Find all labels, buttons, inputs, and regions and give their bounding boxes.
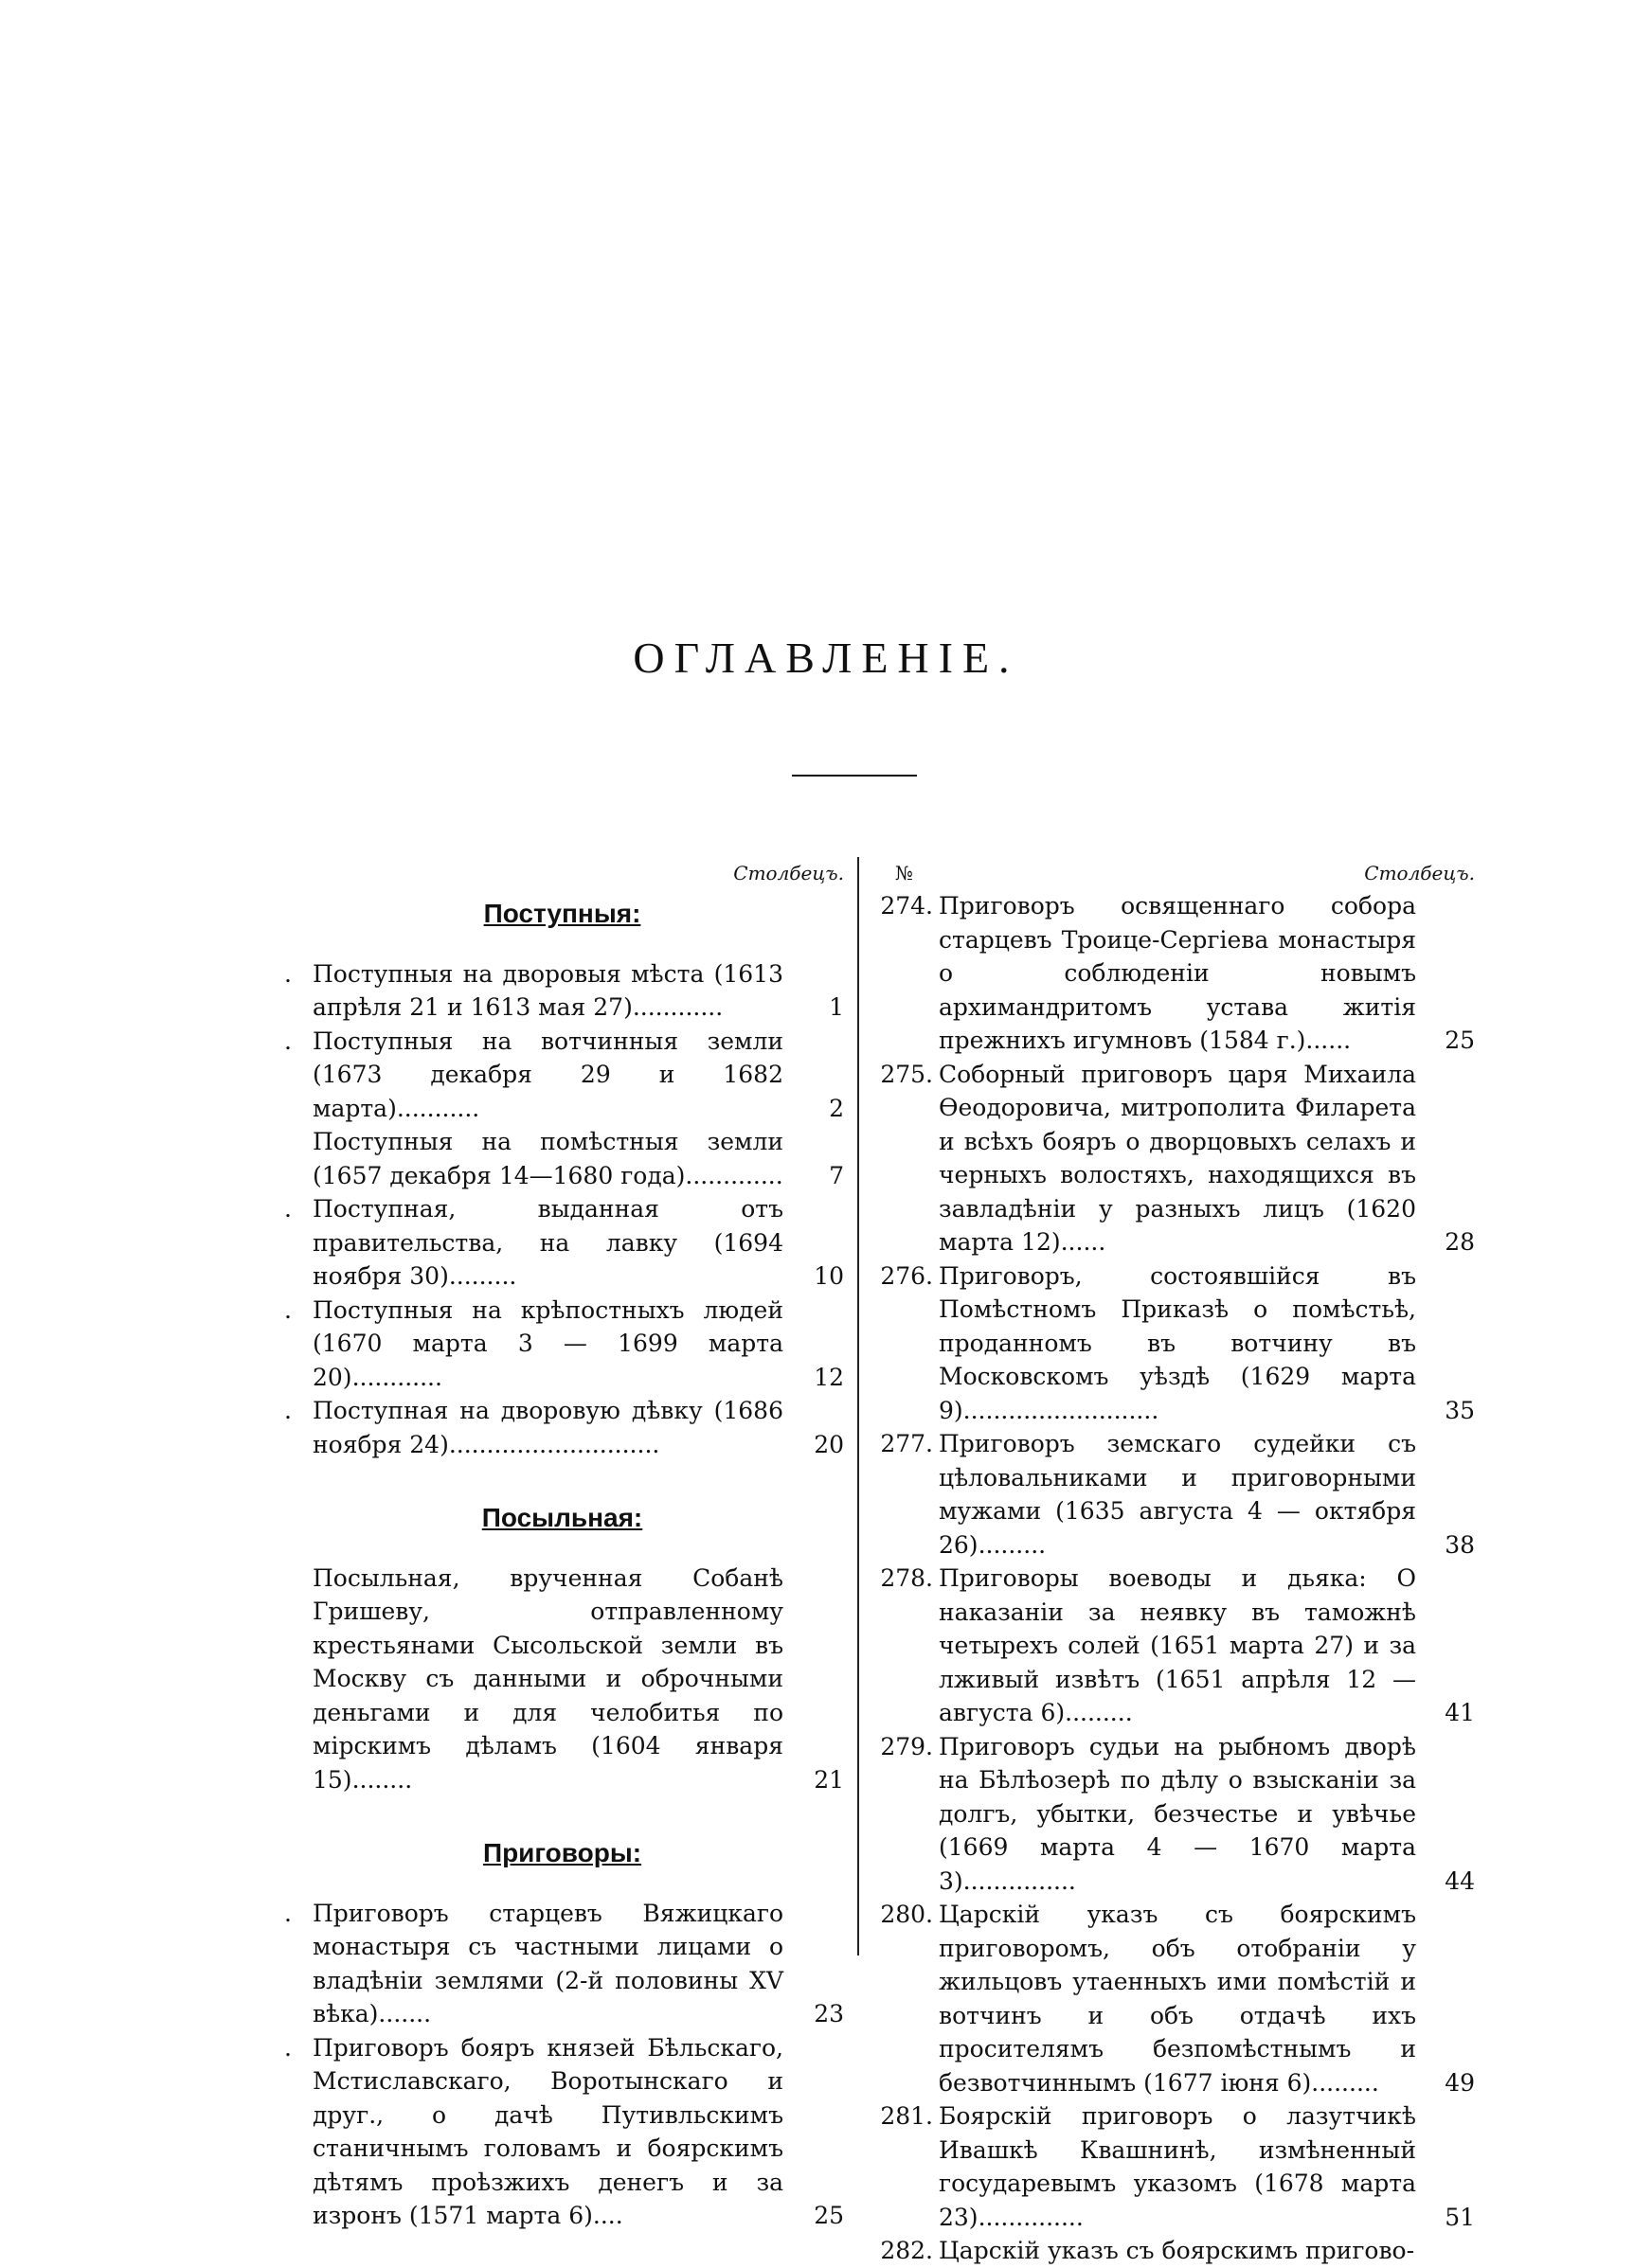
entry-text: Поступныя на вотчинныя земли (1673 декабря 29 и 1682 марта)...........	[313, 1027, 783, 1122]
entry-number: 278.	[880, 1564, 933, 1592]
section-heading-posylnaya: Посыльная:	[481, 1503, 643, 1532]
entry-mark: .	[284, 1027, 292, 1055]
entry-text: Приговоръ, состоявшійся въ Помѣстномъ Приказѣ о помѣстьѣ, проданномъ въ вотчину въ Московскомъ уѣздѣ (1629 марта 9)..........................	[939, 1261, 1416, 1424]
page-title: ОГЛАВЛЕНІЕ.	[633, 634, 1019, 682]
column-header-label: Столбецъ.	[1364, 862, 1475, 884]
entry-page: 21	[814, 1765, 844, 1794]
toc-entry	[876, 2234, 1475, 2268]
entry-page: 28	[1445, 1228, 1475, 1256]
toc-entry	[280, 2031, 844, 2233]
entry-page: 2	[829, 1094, 844, 1122]
entry-text: Поступная на дворовую дѣвку (1686 ноября 24)............................	[313, 1397, 783, 1458]
entry-mark: .	[284, 1397, 292, 1424]
toc-entry	[280, 1025, 844, 1126]
entry-text: Поступная, выданная отъ правительства, на лавку (1694 ноября 30).........	[313, 1195, 783, 1290]
number-header: №	[895, 862, 913, 884]
toc-entry	[280, 1294, 844, 1395]
entry-number: 277.	[880, 1430, 933, 1457]
entry-page: 49	[1445, 2068, 1475, 2097]
entry-text: Соборный приговоръ царя Михаила Ѳеодоровича, митрополита Филарета и всѣхъ бояръ о дворцовыхъ селахъ и черныхъ волостяхъ, находящихся въ завладѣніи у разныхъ лицъ (1620 марта 12)......	[939, 1060, 1416, 1256]
entry-number: 279.	[880, 1732, 933, 1760]
entry-mark: .	[284, 1899, 292, 1927]
entry-page: 1	[829, 993, 844, 1021]
toc-entry	[876, 1562, 1475, 1730]
entry-mark: .	[284, 2033, 292, 2062]
entry-page: 7	[829, 1161, 844, 1189]
entry-page: 44	[1445, 1866, 1475, 1895]
entry-text: Приговоръ судьи на рыбномъ дворѣ на Бѣлѣозерѣ по дѣлу о взысканіи за долгъ, убытки, безчестье и увѣчье (1669 марта 4 — 1670 марта 3)...............	[939, 1732, 1416, 1895]
entry-page: 41	[1445, 1699, 1475, 1726]
entry-number: 282.	[880, 2237, 933, 2264]
toc-entry	[876, 2099, 1475, 2234]
toc-entry	[280, 1394, 844, 1461]
entry-text: Поступныя на помѣстныя земли (1657 декабря 14—1680 года).............	[313, 1128, 783, 1189]
toc-entry	[280, 957, 844, 1025]
toc-entry	[876, 1259, 1475, 1428]
entry-number: 281.	[880, 2102, 933, 2130]
entry-text: Приговоръ освященнаго собора старцевъ Троице-Сергіева монастыря о соблюденіи новымъ архимандритомъ устава житія прежнихъ игумновъ (1584 г.)......	[939, 892, 1416, 1054]
entry-text: Поступныя на дворовыя мѣста (1613 апрѣля 21 и 1613 мая 27)............	[313, 959, 783, 1021]
toc-entry	[280, 1125, 844, 1192]
entry-page: 10	[814, 1262, 844, 1290]
toc-entry	[280, 1897, 844, 2031]
entry-text: Приговоръ старцевъ Вяжицкаго монастыря съ частными лицами о владѣніи землями (2-й половины XV вѣка).......	[313, 1899, 783, 2027]
right-column-header	[876, 857, 1475, 889]
entry-text: Царскій указъ съ боярскимъ пригово-	[939, 2237, 1415, 2264]
toc-entry	[876, 1898, 1475, 2099]
toc-entry	[876, 1730, 1475, 1899]
entry-mark: .	[284, 959, 292, 988]
entry-page: 25	[1445, 1027, 1475, 1054]
entry-number: 280.	[880, 1901, 933, 1928]
right-column	[876, 857, 1475, 2268]
entry-page: 12	[814, 1363, 844, 1391]
entry-page: 38	[1445, 1530, 1475, 1559]
entry-page: 35	[1445, 1396, 1475, 1424]
entry-text: Поступныя на крѣпостныхъ людей (1670 марта 3 — 1699 марта 20)............	[313, 1295, 783, 1391]
entry-text: Царскій указъ съ боярскимъ приговоромъ, объ отобраніи у жильцовъ утаенныхъ ими помѣстій и вотчинъ и объ отдачѣ ихъ просителямъ безпомѣстнымъ и безвотчиннымъ (1677 іюня 6).........	[939, 1901, 1416, 2097]
entry-page: 25	[814, 2202, 844, 2229]
entry-text: Боярскій приговоръ о лазутчикѣ Ивашкѣ Квашнинѣ, измѣненный государевымъ указомъ (1678 марта 23)..............	[939, 2102, 1416, 2231]
toc-entry	[280, 1192, 844, 1294]
entry-page: 23	[814, 2000, 844, 2027]
entry-text: Приговоры воеводы и дьяка: О наказаніи за неявку въ таможнѣ четырехъ солей (1651 марта 27) и за лживый извѣтъ (1651 апрѣля 12 — августа 6).........	[939, 1564, 1416, 1726]
paragraph-text: Посыльная, врученная Собанѣ Гришеву, отправленному крестьянами Сысольской земли въ Москву съ данными и оброчными деньгами и для челобитья по мірскимъ дѣламъ (1604 января 15)........	[313, 1563, 783, 1794]
entry-number: 274.	[880, 892, 933, 920]
toc-entry	[876, 1058, 1475, 1259]
entry-page: 20	[814, 1430, 844, 1458]
entry-text: Приговоръ земскаго судейки съ цѣловальниками и приговорными мужами (1635 августа 4 — октября 26).........	[939, 1430, 1416, 1559]
section-heading-postupnye: Поступныя:	[483, 899, 641, 928]
toc-entry	[876, 889, 1475, 1058]
title-rule	[792, 775, 917, 777]
entry-number: 276.	[880, 1261, 933, 1290]
left-column-header: Столбецъ.	[733, 862, 844, 884]
entry-mark: .	[284, 1295, 292, 1324]
entry-number: 275.	[880, 1060, 933, 1088]
column-divider	[857, 857, 859, 1955]
section-heading-prigovory: Приговоры:	[482, 1838, 642, 1867]
entry-mark: .	[284, 1195, 292, 1223]
left-column	[280, 857, 844, 2233]
toc-paragraph	[280, 1562, 844, 1797]
entry-text: Приговоръ бояръ князей Бѣльскаго, Мстиславскаго, Воротынскаго и друг., о дачѣ Путивльскимъ станичнымъ головамъ и боярскимъ дѣтямъ проѣзжихъ денегъ и за изронъ (1571 марта 6)....	[313, 2033, 783, 2229]
entry-page: 51	[1445, 2203, 1475, 2231]
toc-entry	[876, 1427, 1475, 1562]
